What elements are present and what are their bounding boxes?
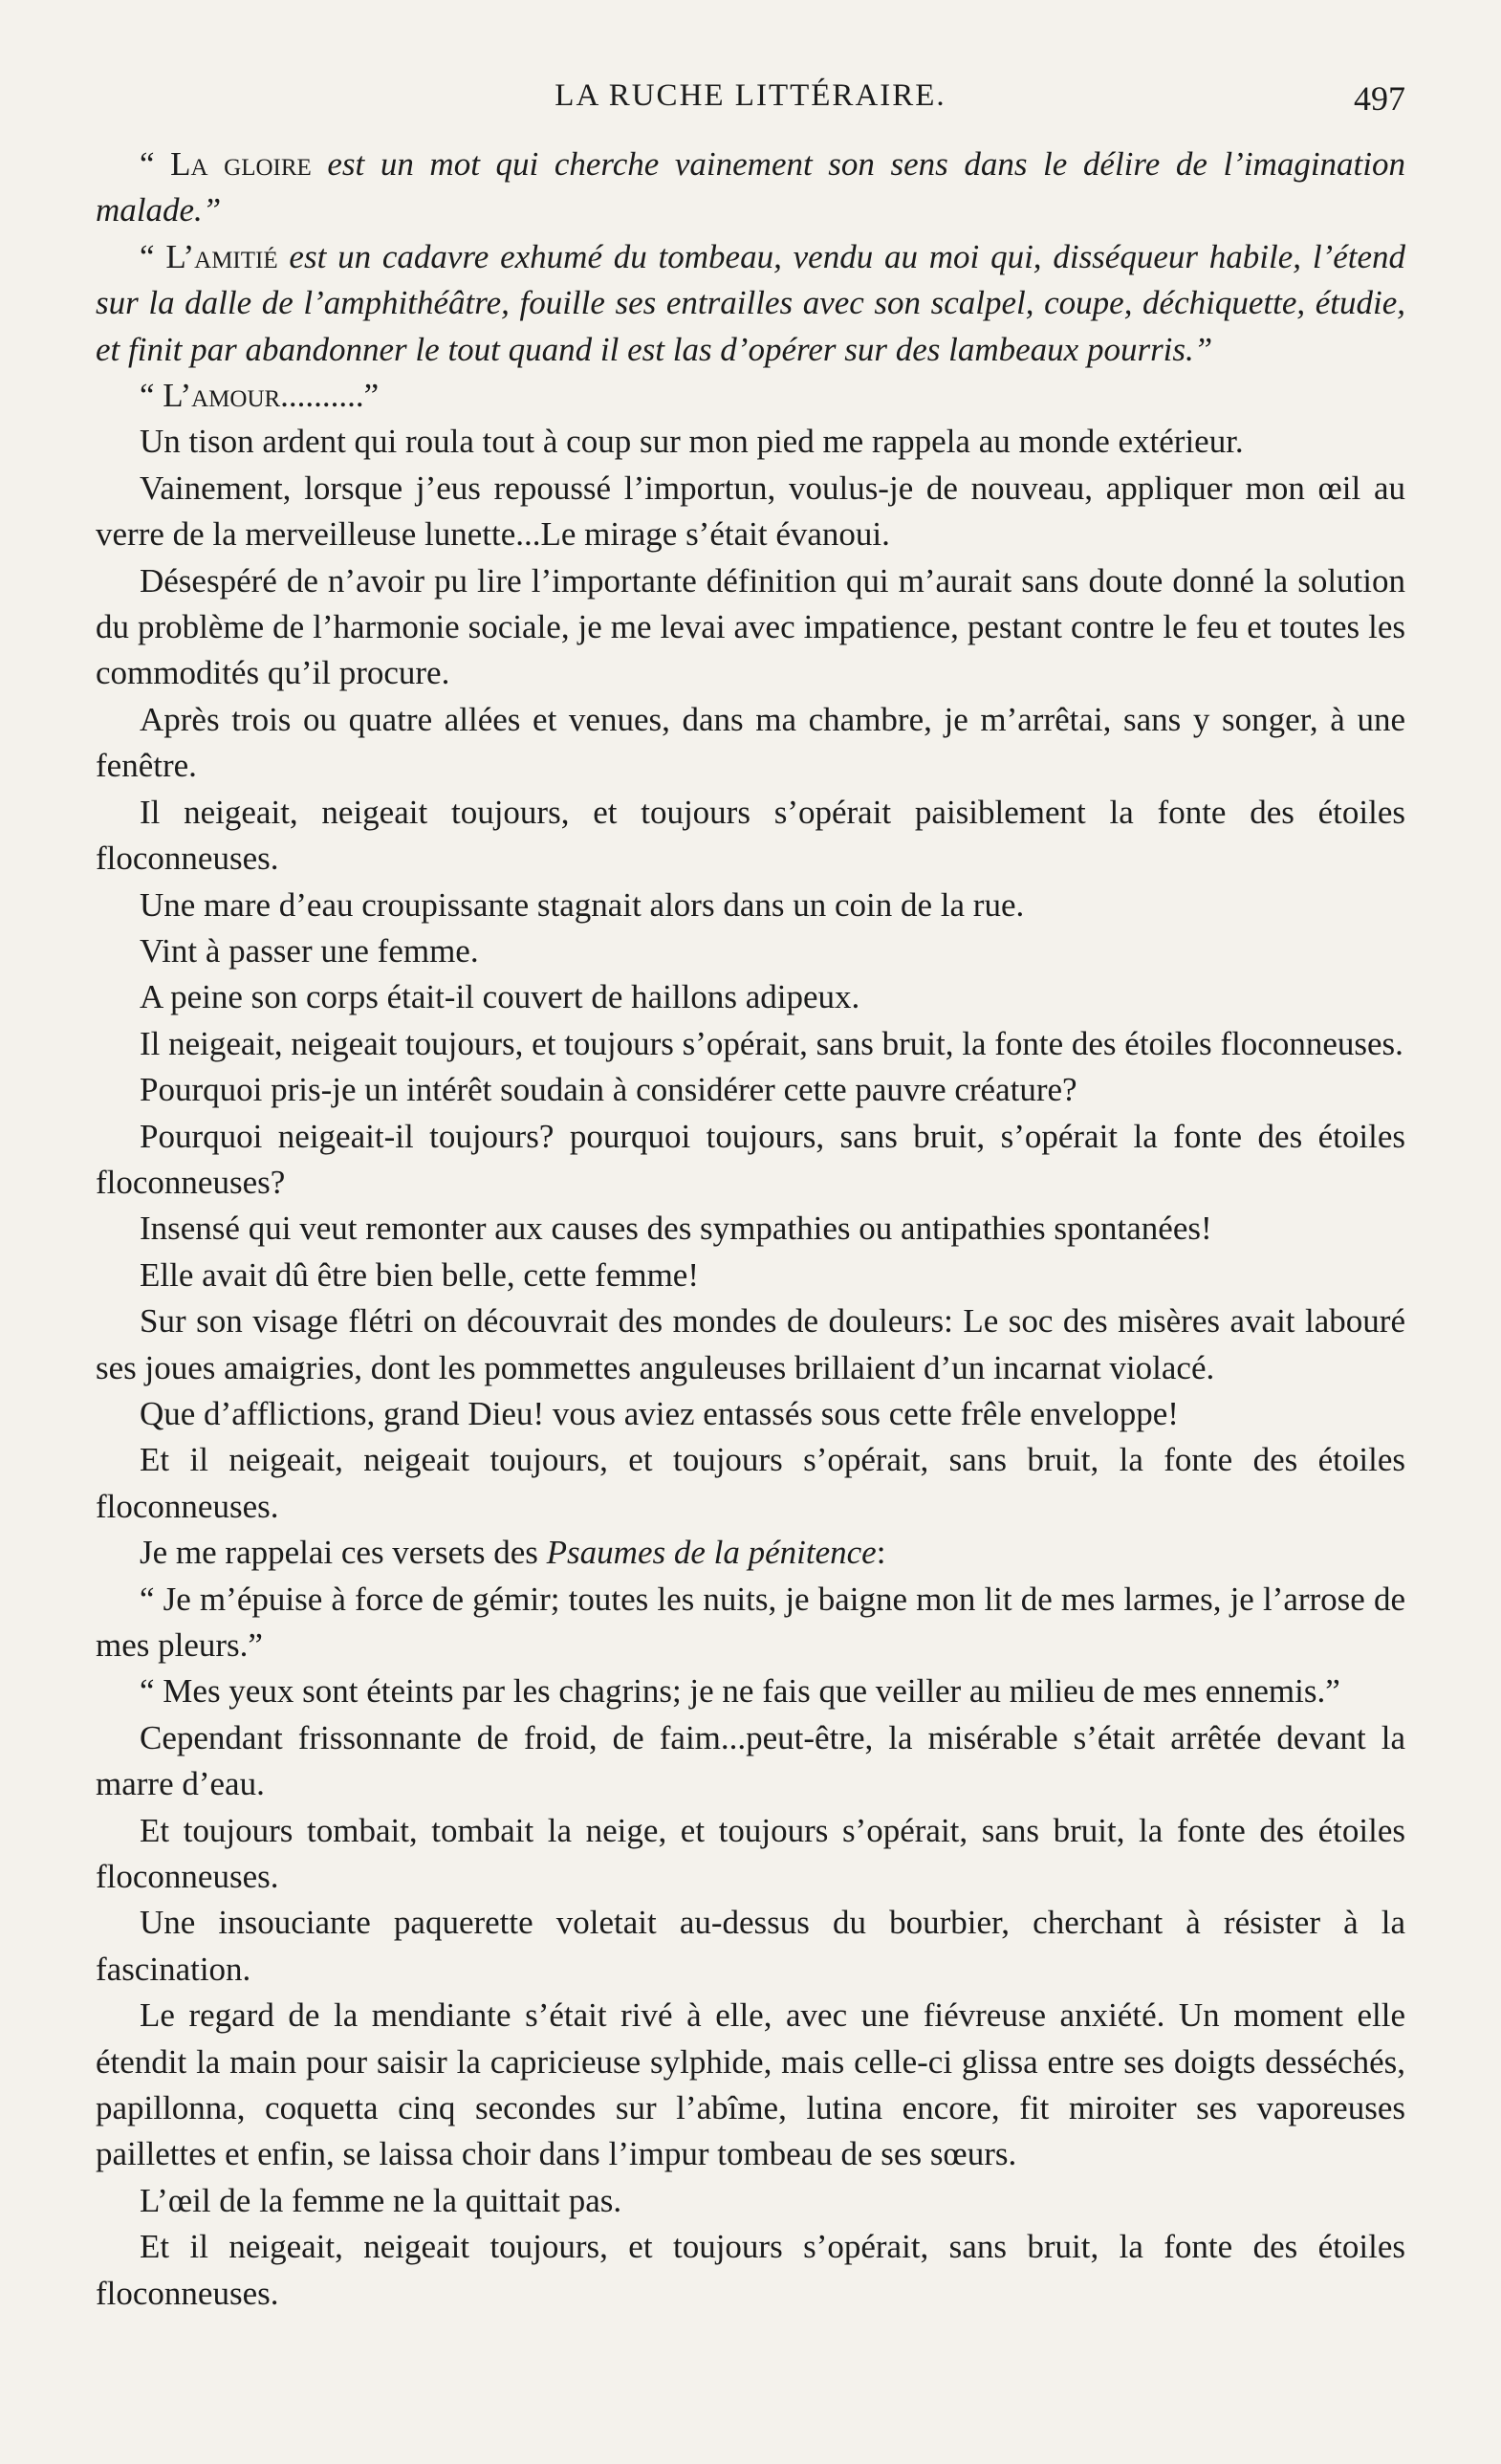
paragraph: Après trois ou quatre allées et venues, dans ma chambre, je m’arrêtai, sans y songer, à une fenêtre. xyxy=(96,700,1405,785)
paragraph: Il neigeait, neigeait toujours, et toujours s’opérait, sans bruit, la fonte des étoiles floconneuses. xyxy=(140,1024,1403,1062)
quoted-verse: “ Je m’épuise à force de gémir; toutes les nuits, je baigne mon lit de mes larmes, je l’arrose de mes pleurs.” xyxy=(96,1580,1405,1664)
paragraph: Pourquoi neigeait-il toujours? pourquoi toujours, sans bruit, s’opérait la fonte des étoiles floconneuses? xyxy=(96,1117,1405,1201)
page-number: 497 xyxy=(1354,79,1405,118)
paragraph-psaumes-intro xyxy=(96,1530,1405,1576)
paragraph: Que d’afflictions, grand Dieu! vous aviez entassés sous cette frêle enveloppe! xyxy=(140,1394,1179,1432)
paragraph: Cependant frissonnante de froid, de faim...peut-être, la misérable s’était arrêtée devant la marre d’eau. xyxy=(96,1718,1405,1803)
paragraph-text: : xyxy=(876,1534,886,1572)
paragraph-gloire xyxy=(96,142,1405,234)
paragraph: Vint à passer une femme. xyxy=(140,931,479,970)
paragraph: Vainement, lorsque j’eus repoussé l’importun, voulus-je de nouveau, appliquer mon œil au verre de la merveilleuse lunette...Le mirage s’était évanoui. xyxy=(96,469,1405,554)
paragraph: Une mare d’eau croupissante stagnait alors dans un coin de la rue. xyxy=(140,885,1025,924)
running-title: LA RUCHE LITTÉRAIRE. xyxy=(555,78,946,113)
paragraph: Une insouciante paquerette voletait au-dessus du bourbier, cherchant à résister à la fascination. xyxy=(96,1904,1405,1988)
paragraph-text: est un cadavre exhumé du tombeau, vendu au moi qui, disséqueur habile, l’étend sur la dalle de l’amphithéâtre, fouille ses entrailles avec son scalpel, coupe, déchiquette, étudie, et finit par abandonner le tout quand il est las d’opérer sur des lambeaux pourris.” xyxy=(96,237,1405,368)
paragraph: A peine son corps était-il couvert de haillons adipeux. xyxy=(140,978,860,1016)
paragraph: Désespéré de n’avoir pu lire l’importante définition qui m’aurait sans doute donné la solution du problème de l’harmonie sociale, je me levai avec impatience, pestant contre le feu et toutes les commodités qu’il procure. xyxy=(96,561,1405,692)
paragraph: Il neigeait, neigeait toujours, et toujours s’opérait paisiblement la fonte des étoiles floconneuses. xyxy=(96,793,1405,878)
paragraph: Sur son visage flétri on découvrait des mondes de douleurs: Le soc des misères avait labouré ses joues amaigries, dont les pommettes anguleuses brillaient d’un incarnat violacé. xyxy=(96,1302,1405,1386)
paragraph: Un tison ardent qui roula tout à coup sur mon pied me rappela au monde extérieur. xyxy=(140,423,1244,461)
paragraph-amour: “ L’amour..........” xyxy=(140,377,380,415)
paragraph-lead: “ L’amitié xyxy=(140,237,278,275)
quoted-verse: “ Mes yeux sont éteints par les chagrins; je ne fais que veiller au milieu de mes ennemis.” xyxy=(140,1672,1340,1711)
paragraph: Elle avait dû être bien belle, cette femme! xyxy=(140,1255,699,1294)
article-body xyxy=(96,142,1405,2317)
paragraph: Et il neigeait, neigeait toujours, et toujours s’opérait, sans bruit, la fonte des étoiles floconneuses. xyxy=(96,1441,1405,1525)
paragraph: Pourquoi pris-je un intérêt soudain à considérer cette pauvre créature? xyxy=(140,1071,1077,1109)
paragraph: Insensé qui veut remonter aux causes des sympathies ou antipathies spontanées! xyxy=(140,1210,1212,1248)
book-title: Psaumes de la pénitence xyxy=(546,1534,877,1572)
paragraph: Et il neigeait, neigeait toujours, et toujours s’opérait, sans bruit, la fonte des étoiles floconneuses. xyxy=(96,2228,1405,2312)
page-header xyxy=(96,78,1405,126)
paragraph-lead: “ La gloire xyxy=(140,145,312,183)
paragraph-text: Je me rappelai ces versets des xyxy=(140,1534,547,1572)
paragraph: Le regard de la mendiante s’était rivé à elle, avec une fiévreuse anxiété. Un moment elle étendit la main pour saisir la capricieuse sylphide, mais celle-ci glissa entre ses doigts desséchés, papillonna, coquetta cinq secondes sur l’abîme, lutina encore, fit miroiter ses vaporeuses paillettes et enfin, se laissa choir dans l’impur tombeau de ses sœurs. xyxy=(96,1996,1405,2173)
paragraph: Et toujours tombait, tombait la neige, et toujours s’opérait, sans bruit, la fonte des étoiles floconneuses. xyxy=(96,1811,1405,1896)
paragraph-amitie xyxy=(96,234,1405,373)
paragraph-text: est un mot qui cherche vainement son sens dans le délire de l’imagination malade.” xyxy=(96,145,1406,229)
paragraph: L’œil de la femme ne la quittait pas. xyxy=(140,2181,622,2219)
